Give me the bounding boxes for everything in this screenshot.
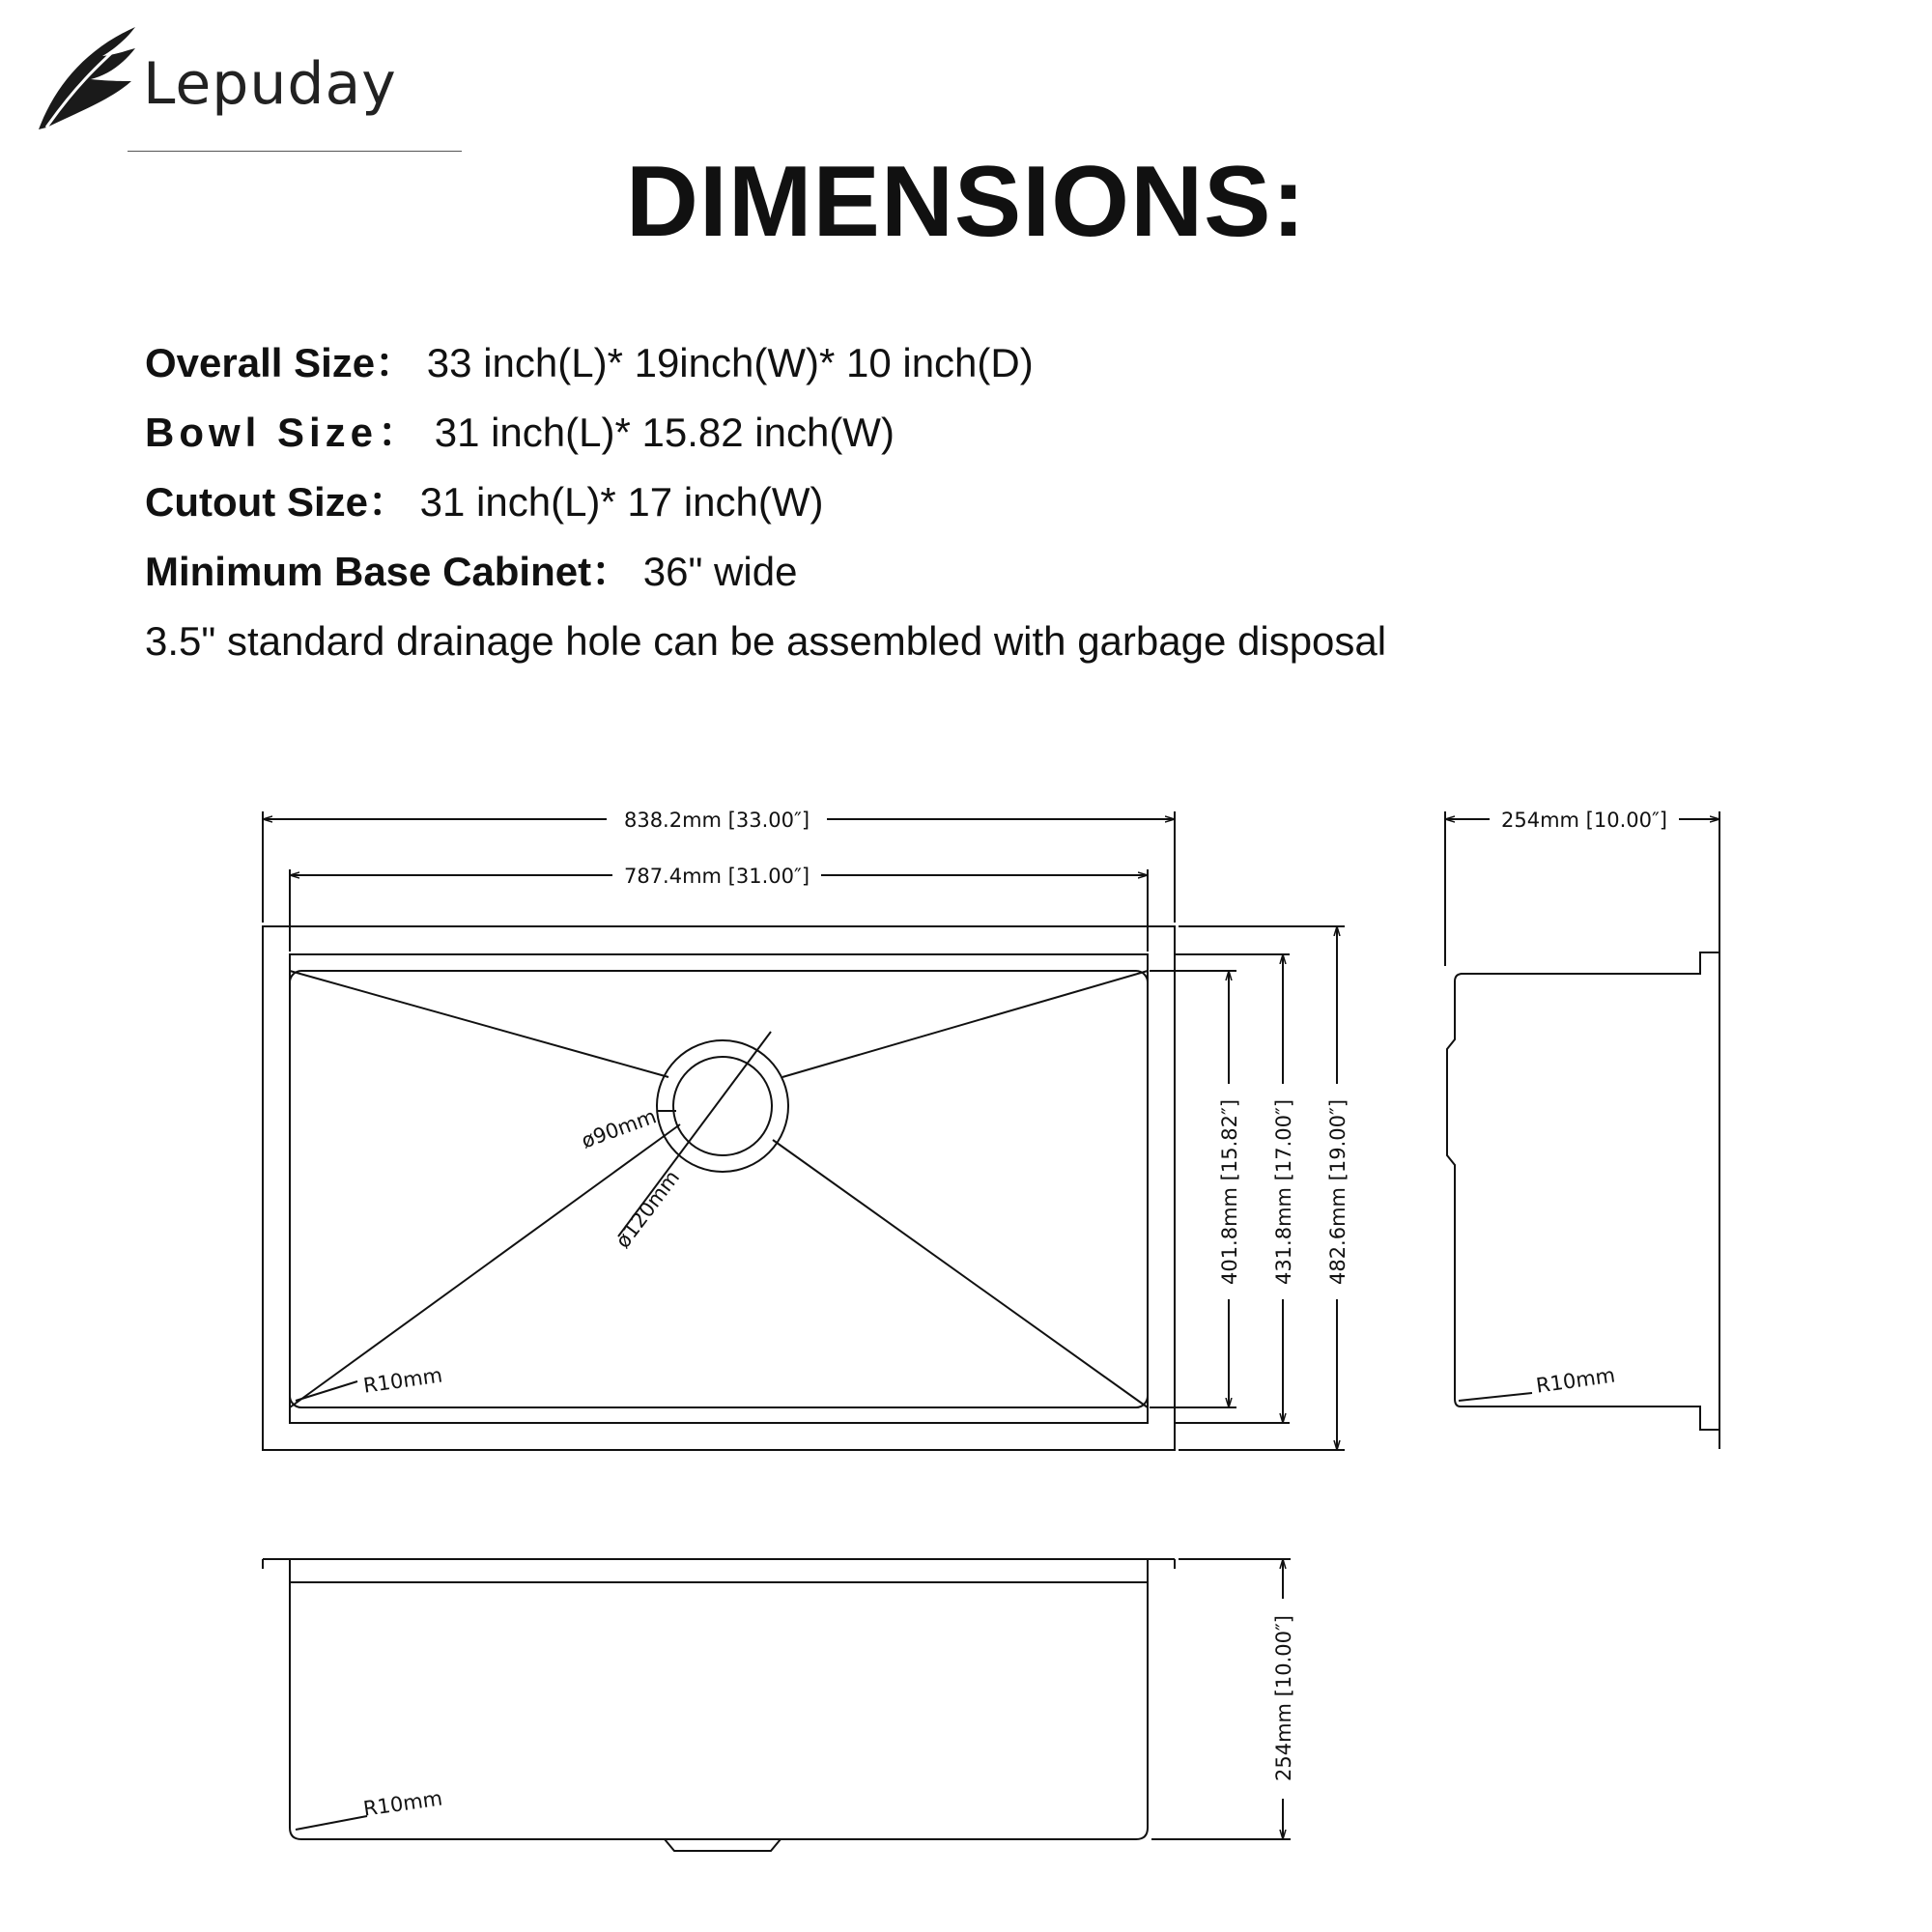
slope-line: [290, 1124, 680, 1407]
dim-front-radius: R10mm: [361, 1786, 444, 1821]
spec-cutout-size: Cutout Size： 31 inch(L)* 17 inch(W): [145, 479, 824, 525]
dim-bowl-length: 787.4mm [31.00″]: [623, 865, 810, 888]
radius-leader: [296, 1381, 357, 1401]
spec-drain-note: 3.5" standard drainage hole can be assembled with garbage disposal: [145, 618, 1387, 664]
dim-overall-width: 482.6mm [19.00″]: [1326, 1098, 1350, 1286]
brand-name: Lepuday: [143, 50, 397, 118]
slope-line: [290, 971, 668, 1077]
slope-line: [773, 1140, 1148, 1407]
side-view: [1445, 811, 1719, 1449]
front-drain-body: [665, 1839, 781, 1851]
spec-overall-size: Overall Size： 33 inch(L)* 19inch(W)* 10 inch(D): [145, 340, 1034, 385]
slope-line: [782, 971, 1148, 1077]
dim-overall-length: 838.2mm [33.00″]: [623, 809, 810, 832]
spec-bowl-size: Bowl Size： 31 inch(L)* 15.82 inch(W): [145, 410, 895, 455]
side-profile: [1447, 952, 1719, 1430]
sink-bowl: [290, 971, 1148, 1407]
spec-min-cabinet: Minimum Base Cabinet： 36" wide: [145, 549, 798, 594]
dim-drain-outer: ø120mm: [611, 1166, 685, 1253]
top-view: [263, 811, 1345, 1450]
dim-side-depth: 254mm [10.00″]: [1500, 809, 1668, 832]
radius-leader: [296, 1816, 367, 1830]
dim-cutout-width: 431.8mm [17.00″]: [1272, 1098, 1295, 1286]
front-bottom: [290, 1828, 1148, 1839]
dim-front-depth: 254mm [10.00″]: [1272, 1614, 1295, 1782]
sink-cutout-edge: [290, 954, 1148, 1423]
radius-leader: [1459, 1393, 1532, 1401]
drain-outer: [657, 1040, 788, 1172]
drain-inner: [673, 1057, 772, 1155]
dim-bowl-width: 401.8mm [15.82″]: [1218, 1098, 1241, 1286]
dim-drain-inner: ø90mm: [578, 1104, 660, 1153]
page-title: DIMENSIONS:: [625, 146, 1307, 258]
dim-side-radius: R10mm: [1534, 1363, 1617, 1398]
dim-corner-radius: R10mm: [361, 1363, 444, 1398]
